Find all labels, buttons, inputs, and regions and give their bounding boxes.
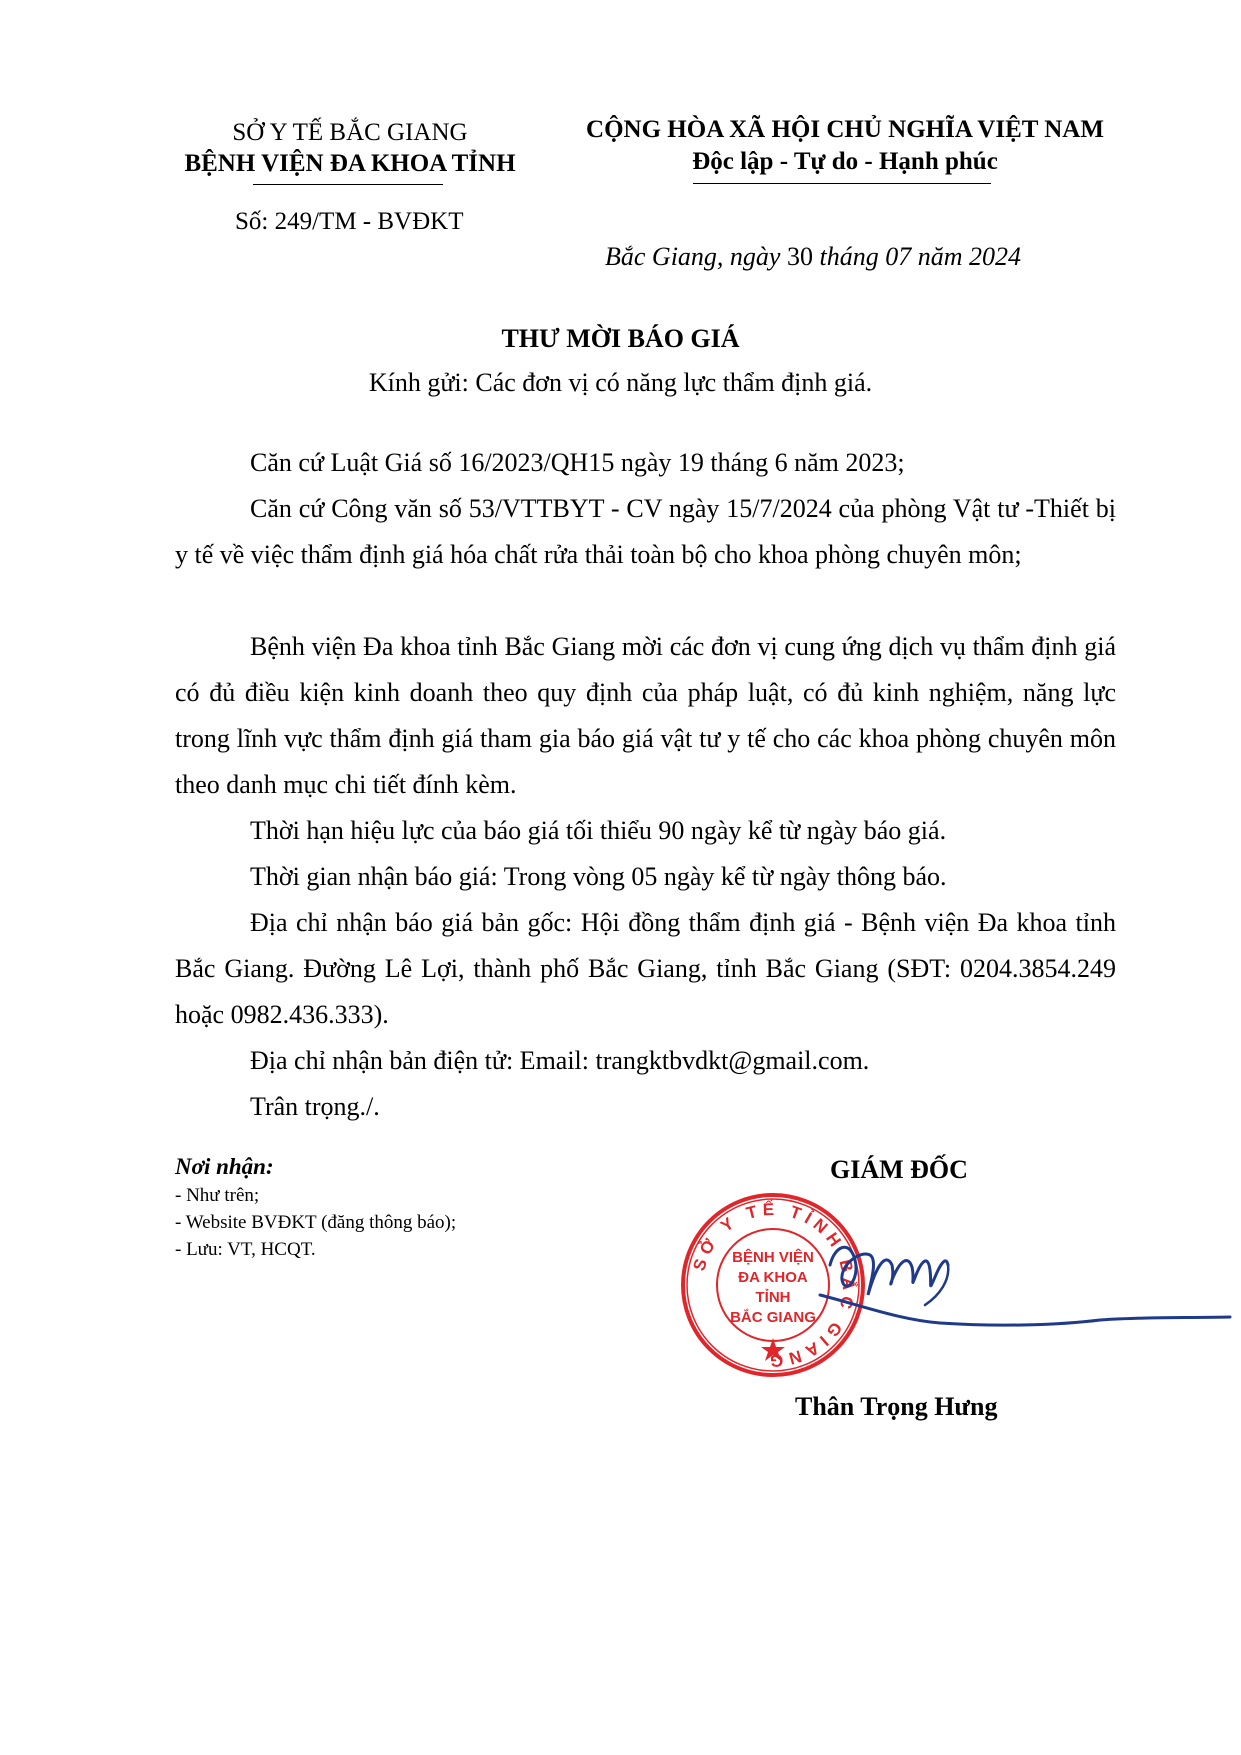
place-date-suffix: tháng 07 năm 2024 <box>812 242 1021 271</box>
handwritten-signature <box>800 1225 1240 1395</box>
recipient-line: Kính gửi: Các đơn vị có năng lực thẩm định giá. <box>368 368 873 397</box>
header-left-underline <box>253 184 443 185</box>
stamp-line-1: BỆNH VIỆN <box>732 1249 814 1266</box>
body-paragraph: Thời gian nhận báo giá: Trong vòng 05 ngày kể từ ngày thông báo. <box>250 862 947 891</box>
director-title: GIÁM ĐỐC <box>830 1155 968 1184</box>
header-left <box>140 118 560 180</box>
body-paragraph: Thời hạn hiệu lực của báo giá tối thiểu 90 ngày kể từ ngày báo giá. <box>250 816 947 845</box>
recipients-title: Nơi nhận: <box>175 1154 274 1179</box>
body-paragraph: Địa chỉ nhận báo giá bản gốc: Hội đồng thẩm định giá - Bệnh viện Đa khoa tỉnh Bắc Giang. Đường Lê Lợi, thành phố Bắc Giang, tỉnh Bắc Giang (SĐT: 0204.3854.249 hoặc 0982.436.333). <box>175 908 1116 1029</box>
header-right <box>565 114 1125 178</box>
stamp-line-4: BẮC GIANG <box>730 1309 816 1326</box>
place-date-day: 30 <box>786 242 813 271</box>
national-motto: Độc lập - Tự do - Hạnh phúc <box>692 148 998 175</box>
body-paragraph: Căn cứ Luật Giá số 16/2023/QH15 ngày 19 tháng 6 năm 2023; <box>250 448 905 477</box>
recipient-item: - Như trên; <box>175 1185 260 1206</box>
stamp-line-3: TỈNH <box>755 1289 791 1306</box>
motto-underline <box>693 183 991 184</box>
signer-name: Thân Trọng Hưng <box>795 1392 998 1421</box>
recipients-block <box>175 1152 675 1263</box>
stamp-ring-text: SỞ Y TẾ TỈNH BẮC GIANG <box>689 1199 859 1371</box>
body-paragraph: Căn cứ Công văn số 53/VTTBYT - CV ngày 15/7/2024 của phòng Vật tư -Thiết bị y tế về việc thẩm định giá hóa chất rửa thải toàn bộ cho khoa phòng chuyên môn; <box>175 494 1116 569</box>
agency-name: SỞ Y TẾ BẮC GIANG <box>232 119 468 146</box>
place-date <box>605 242 1021 272</box>
place-date-prefix: Bắc Giang, ngày <box>605 242 787 271</box>
stamp-line-2: ĐA KHOA <box>738 1269 808 1286</box>
recipient-item: - Lưu: VT, HCQT. <box>175 1239 316 1260</box>
country-name: CỘNG HÒA XÃ HỘI CHỦ NGHĨA VIỆT NAM <box>586 116 1104 143</box>
letter-title: THƯ MỜI BÁO GIÁ <box>501 324 740 353</box>
recipient-item: - Website BVĐKT (đăng thông báo); <box>175 1212 457 1233</box>
hospital-name: BỆNH VIỆN ĐA KHOA TỈNH <box>184 150 516 177</box>
document-number: Số: 249/TM - BVĐKT <box>235 208 464 235</box>
body-paragraph: Bệnh viện Đa khoa tỉnh Bắc Giang mời các đơn vị cung ứng dịch vụ thẩm định giá có đủ điều kiện kinh doanh theo quy định của pháp luật, có đủ kinh nghiệm, năng lực trong lĩnh vực thẩm định giá tham gia báo giá vật tư y tế cho các khoa phòng chuyên môn theo danh mục chi tiết đính kèm. <box>175 632 1116 799</box>
body-paragraph: Trân trọng./. <box>250 1092 380 1121</box>
body-paragraph: Địa chỉ nhận bản điện tử: Email: trangktbvdkt@gmail.com. <box>250 1046 870 1075</box>
